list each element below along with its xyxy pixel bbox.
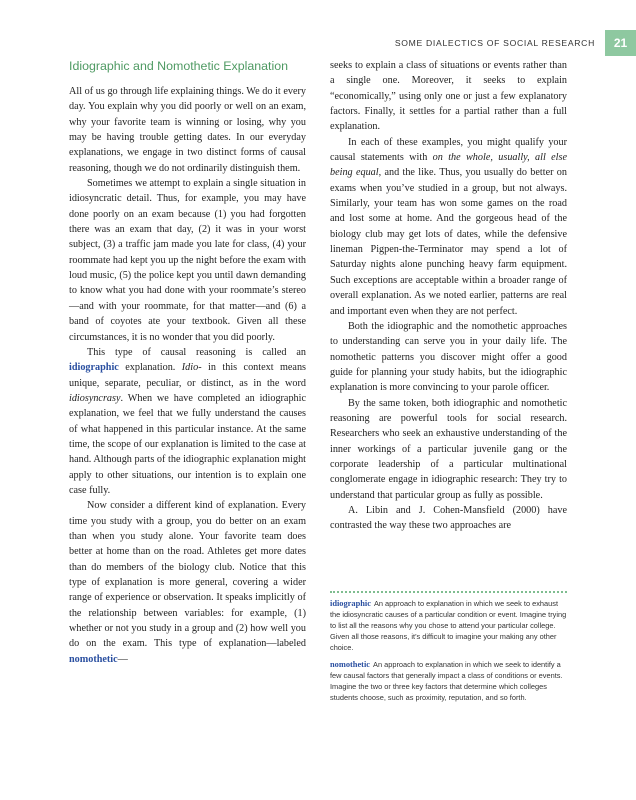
glossary-entry-idiographic xyxy=(330,599,567,654)
page-number-badge: 21 xyxy=(605,30,636,56)
paragraph: A. Libin and J. Cohen-Mansfield (2000) have contrasted the way these two approaches are xyxy=(330,504,567,532)
paragraph: seeks to explain a class of situations or events rather than a single one. Moreover, it seeks to explain “economically,” using only one or just a few explanatory factors. Finally, it settles for a partial rather than a full explanation. xyxy=(330,60,567,133)
text-run: . When we have completed an idiographic explanation, we feel that we fully understand the causes of what happened in this particular instance. At the same time, the scope of our explanation is limited to the case at hand. Although parts of the idiographic explanation might apply to other situations, our intention is to explain one case fully. xyxy=(69,392,306,496)
text-run: in this context means unique, separate, peculiar, or distinct, as in the word xyxy=(69,362,306,389)
paragraph xyxy=(69,498,306,667)
glossary-entry-nomothetic xyxy=(330,660,567,704)
key-term-nomothetic: nomothetic xyxy=(69,653,118,665)
text-run: — xyxy=(117,653,128,665)
text-run: In each of these examples, you might qualify your causal statements with xyxy=(330,136,567,164)
running-header xyxy=(395,30,636,56)
paragraph xyxy=(330,135,567,319)
emphasis: Idio- xyxy=(181,362,202,374)
glossary-definition: An approach to explanation in which we seek to exhaust the idiosyncratic causes of a particular condition or event. Imagine trying to list all the reasons why you chose to attend your particular college. Given all those reasons, it’s difficult to imagine your making any other choice. xyxy=(330,599,567,652)
paragraph xyxy=(69,345,306,498)
emphasis: idiosyncrasy xyxy=(69,392,121,404)
running-title: SOME DIALECTICS OF SOCIAL RESEARCH xyxy=(394,38,595,48)
glossary-term: idiographic xyxy=(330,599,371,608)
glossary-definition: An approach to explanation in which we seek to identify a few causal factors that generally impact a class of conditions or events. Imagine the two or three key factors that determine which colleges students choose, such as proximity, reputation, and so forth. xyxy=(330,660,563,702)
paragraph: All of us go through life explaining things. We do it every day. You explain why you did poorly or well on an exam, why your favorite team is winning or losing, why you may be having trouble getting dates. In our everyday explanations, we engage in two distinct forms of causal reasoning, though we do not ordinarily distinguish them. xyxy=(69,86,306,174)
text-run: Now consider a different kind of explanation. Every time you study with a group, you do better on an exam than when you study alone. Your favorite team does better at home than on the road. Athletes get more dates than do members of the biology club. Notice that this type of explanation is more general, covering a wider range of experience or observation. It speaks implicitly of the relationship between variables: for example, (1) whether or not you study in a group and (2) how well you do on the exam. This type of explanation—labeled xyxy=(69,500,306,650)
left-column xyxy=(69,58,306,667)
text-run: explanation. xyxy=(118,362,182,374)
paragraph: Sometimes we attempt to explain a single situation in idiosyncratic detail. Thus, for example, you may have done poorly on an exam because (1) you had forgotten there was an exam that day, (2) it was in your worst subject, (3) a traffic jam made you late for class, (4) your roommate had kept you up the night before the exam with loud music, (5) the police kept you until dawn demanding to know what you had done with your roommate’s stereo—and with your roommate, for that matter—and (6) a band of coyotes ate your textbook. Given all these circumstances, it is no wonder that you did poorly. xyxy=(69,178,306,343)
text-run: and the like. Thus, you usually do better on exams when you’ve studied in a group, but not always. Similarly, your team has won some games on the road and lost some at home. And the gorgeous head of the biology club may get lots of dates, while the defensive lineman Pigpen-the-Terminator may spend a lot of Saturday nights alone punching heavy farm equipment. Such exceptions are acceptable within a broader range of overall explanation. As we noted earlier, patterns are real and important even when they are not perfect. xyxy=(330,167,567,317)
right-column xyxy=(330,58,567,534)
section-heading: Idiographic and Nomothetic Explanation xyxy=(69,59,289,73)
paragraph: Both the idiographic and the nomothetic approaches to understanding can serve you in your daily life. The nomothetic patterns you discover might offer a good guide for planning your study habits, but the idiographic explanation is more convincing to your parole officer. xyxy=(330,320,567,394)
key-term-idiographic: idiographic xyxy=(69,362,119,374)
emphasis: on the whole, usually, all else being equal, xyxy=(330,152,567,179)
glossary-term: nomothetic xyxy=(330,660,371,669)
paragraph: By the same token, both idiographic and nomothetic reasoning are powerful tools for social research. Researchers who seek an exhaustive understanding of the inner workings of a particular juvenile gang or the corporate leadership of a particular multinational conglomerate engage in idiographic research: They try to understand that particular group as fully as possible. xyxy=(330,397,567,501)
glossary-divider xyxy=(330,591,567,593)
text-run: This type of causal reasoning is called an xyxy=(87,346,306,358)
